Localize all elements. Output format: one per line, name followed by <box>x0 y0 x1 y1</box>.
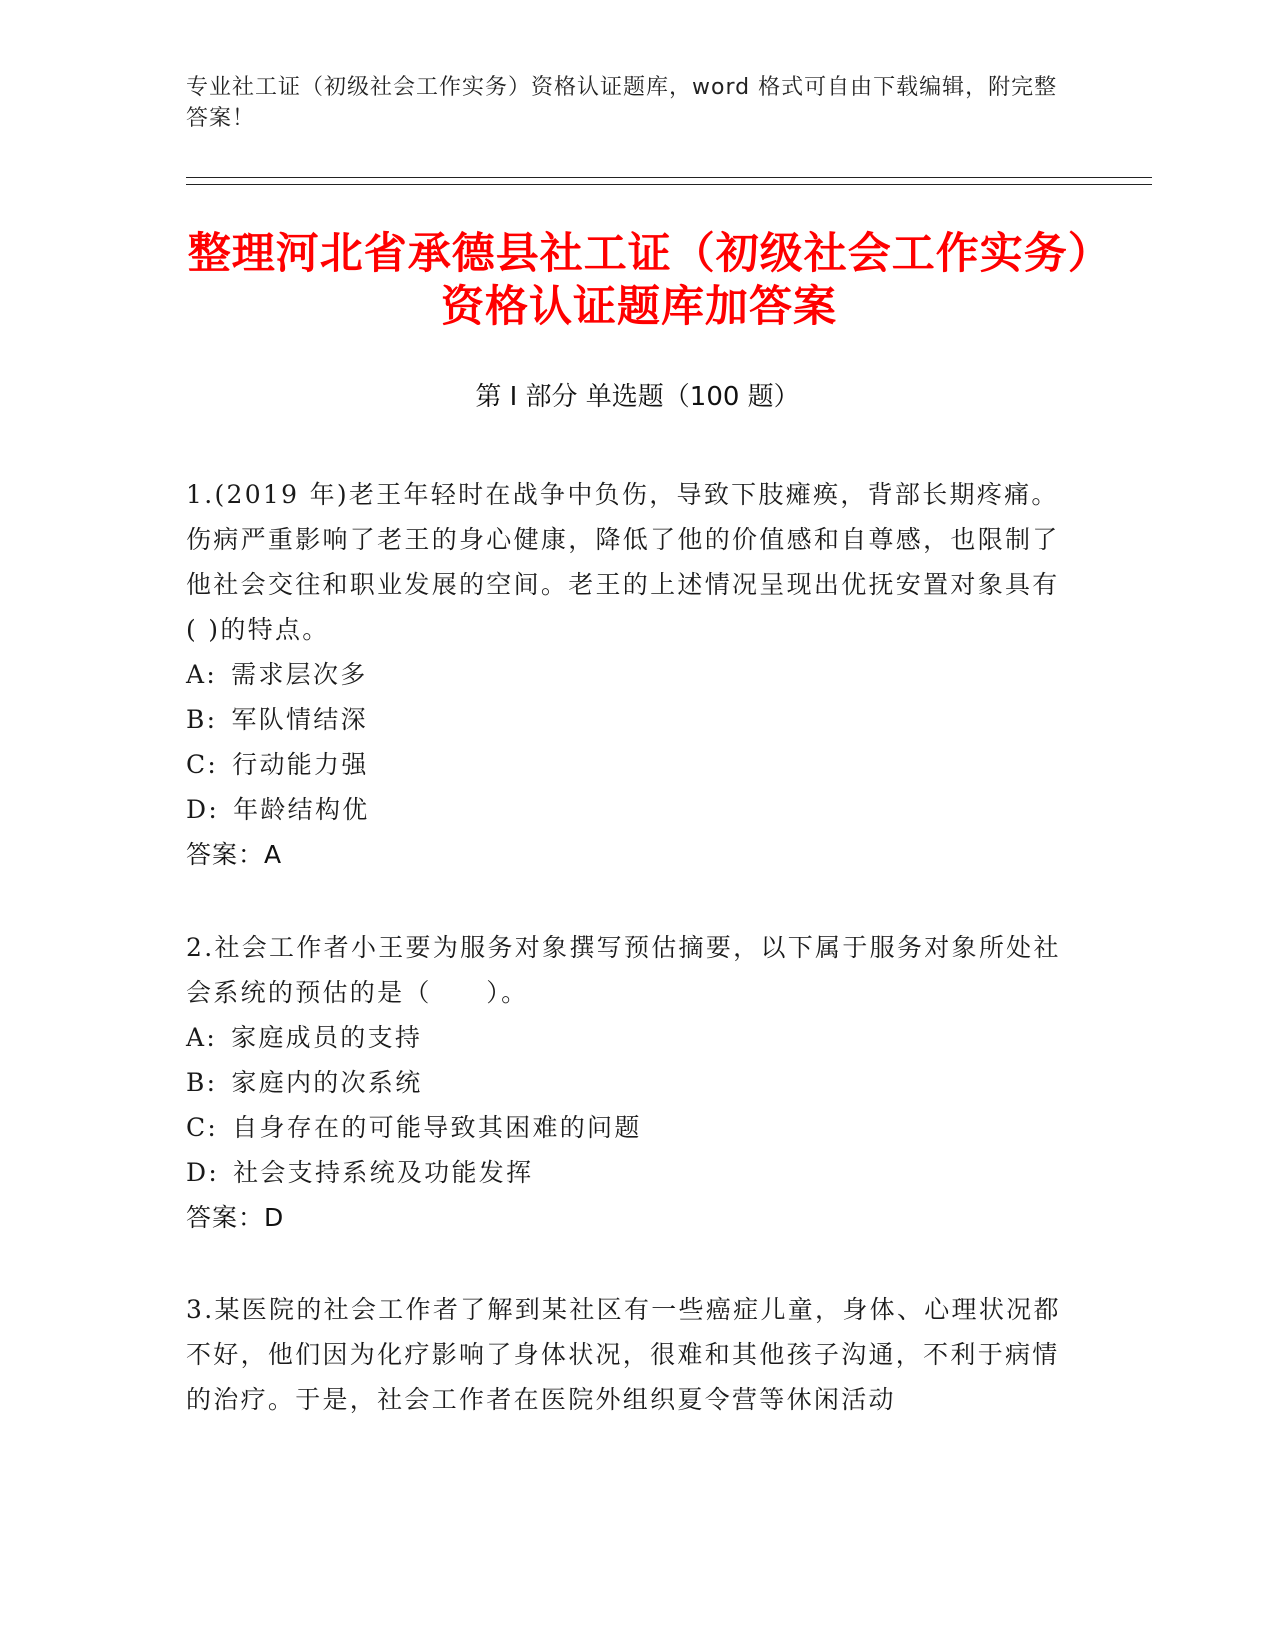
option-d <box>186 1150 1066 1195</box>
option-c <box>186 1105 1066 1150</box>
section-heading: 第 I 部分 单选题（100 题） <box>475 382 800 412</box>
option-text: 行动能力强 <box>232 750 369 779</box>
answer-line: 答案：D <box>186 1203 285 1232</box>
header-divider-bottom <box>186 184 1152 185</box>
option-b <box>186 1060 1066 1105</box>
option-text: 军队情结深 <box>231 705 368 734</box>
header-divider-top <box>186 177 1152 178</box>
option-key: D: <box>186 1158 220 1187</box>
question-2 <box>186 925 1066 1240</box>
option-text: 家庭成员的支持 <box>231 1023 423 1052</box>
header-note: 专业社工证（初级社会工作实务）资格认证题库，word 格式可自由下载编辑，附完整答案！ <box>186 75 1058 131</box>
question-stem: 2.社会工作者小王要为服务对象撰写预估摘要，以下属于服务对象所处社会系统的预估的是（ ）。 <box>186 933 1061 1007</box>
option-text: 家庭内的次系统 <box>231 1068 423 1097</box>
option-text: 社会支持系统及功能发挥 <box>233 1158 534 1187</box>
option-key: D: <box>186 795 220 824</box>
option-text: 年龄结构优 <box>233 795 370 824</box>
option-c <box>186 742 1066 787</box>
question-stem: 3.某医院的社会工作者了解到某社区有一些癌症儿童，身体、心理状况都不好，他们因为化疗影响了身体状况，很难和其他孩子沟通，不利于病情的治疗。于是，社会工作者在医院外组织夏令营等休闲活动 <box>186 1295 1061 1414</box>
answer-line: 答案：A <box>186 840 283 869</box>
question-1 <box>186 472 1066 877</box>
option-text: 需求层次多 <box>231 660 368 689</box>
question-stem: 1.(2019 年)老王年轻时在战争中负伤，导致下肢瘫痪，背部长期疼痛。伤病严重影响了老王的身心健康，降低了他的价值感和自尊感，也限制了他社会交往和职业发展的空间。老王的上述情况呈现出优抚安置对象具有( )的特点。 <box>186 480 1060 644</box>
option-key: B: <box>186 705 218 734</box>
option-key: B: <box>186 1068 218 1097</box>
option-key: A: <box>186 1023 218 1052</box>
option-a <box>186 1015 1066 1060</box>
option-b <box>186 697 1066 742</box>
option-d <box>186 787 1066 832</box>
option-key: C: <box>186 750 219 779</box>
option-a <box>186 652 1066 697</box>
document-title: 整理河北省承德县社工证（初级社会工作实务）资格认证题库加答案 <box>187 229 1091 332</box>
question-3 <box>186 1287 1066 1422</box>
option-key: A: <box>186 660 218 689</box>
option-text: 自身存在的可能导致其困难的问题 <box>232 1113 642 1142</box>
option-key: C: <box>186 1113 219 1142</box>
